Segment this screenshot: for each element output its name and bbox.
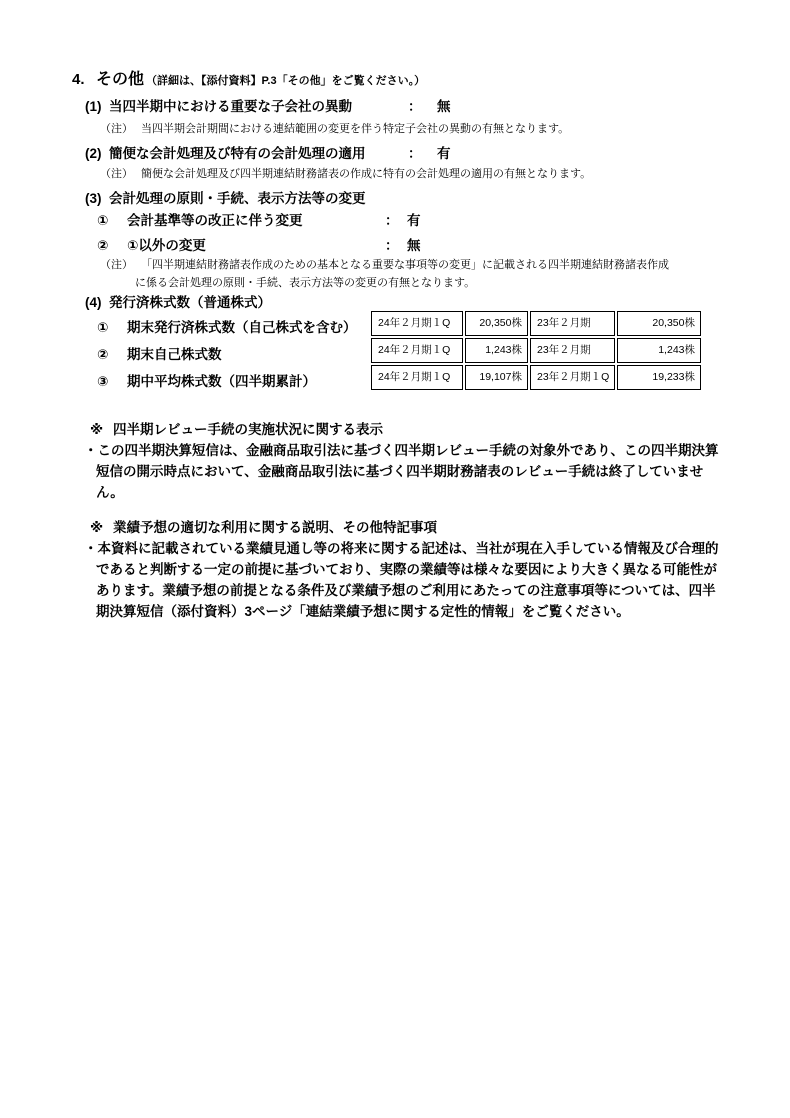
- standards-revision-change-value: 有: [407, 213, 421, 228]
- period-cell: 24年２月期１Q: [371, 365, 463, 390]
- subitem-label: 会計基準等の改正に伴う変更: [127, 213, 303, 228]
- reference-mark: ※: [90, 422, 104, 437]
- subitem-colon: ：: [385, 238, 399, 253]
- period-cell: 23年２月期１Q: [530, 365, 615, 390]
- subitem-colon: ：: [385, 213, 399, 228]
- row-number: ②: [97, 347, 109, 362]
- subitem-number: ①: [97, 213, 109, 228]
- note-label: （注）: [100, 259, 133, 271]
- shares-row-label-2: [97, 343, 222, 363]
- row-label: 期末自己株式数: [127, 347, 222, 362]
- item-colon: ：: [408, 99, 422, 114]
- table-row: [371, 365, 701, 390]
- forecast-paragraph-line1: ・本資料に記載されている業績見通し等の将来に関する記述は、当社が現在入手している情報及び合理的: [84, 541, 719, 556]
- item-number: (1): [85, 99, 102, 114]
- shares-cell: 20,350株: [617, 311, 701, 336]
- row-number: ①: [97, 320, 109, 335]
- item-colon: ：: [408, 146, 422, 161]
- other-change-value: 無: [407, 238, 421, 253]
- subitem-label: ①以外の変更: [127, 238, 206, 253]
- heading-text: 四半期レビュー手続の実施状況に関する表示: [113, 422, 383, 437]
- period-cell: 23年２月期: [530, 311, 615, 336]
- item-label: 発行済株式数（普通株式）: [109, 295, 271, 310]
- section-number: 4.: [72, 71, 85, 88]
- shares-cell: 20,350株: [465, 311, 528, 336]
- period-cell: 24年２月期１Q: [371, 311, 463, 336]
- shares-outstanding-item: [85, 291, 271, 311]
- shares-row-label-1: [97, 316, 357, 336]
- note-label: （注）: [100, 123, 133, 135]
- forecast-paragraph-line2: であると判断する一定の前提に基づいており、実際の業績等は様々な要因により大きく異なる可能性が: [96, 562, 717, 577]
- subsidiary-change-note: [100, 120, 569, 136]
- note-text: 「四半期連結財務諸表作成のための基本となる重要な事項等の変更」に記載される四半期連結財務諸表作成: [141, 259, 669, 271]
- item-label: 会計処理の原則・手続、表示方法等の変更: [109, 191, 366, 206]
- row-number: ③: [97, 374, 109, 389]
- review-procedures-heading: [90, 418, 383, 438]
- item-number: (3): [85, 191, 102, 206]
- other-change-row: [97, 234, 421, 254]
- simplified-accounting-item: [85, 142, 451, 162]
- accounting-changes-note-line2: に係る会計処理の原則・手続、表示方法等の変更の有無となります。: [135, 277, 476, 289]
- simplified-accounting-value: 有: [437, 146, 451, 161]
- reference-mark: ※: [90, 520, 104, 535]
- standards-revision-change-row: [97, 209, 421, 229]
- table-row: [371, 311, 701, 336]
- review-paragraph-line3: ん。: [96, 485, 124, 500]
- shares-table: [371, 311, 701, 390]
- shares-cell: 19,107株: [465, 365, 528, 390]
- row-label: 期中平均株式数（四半期累計）: [127, 374, 316, 389]
- accounting-changes-note-line1: [100, 256, 669, 272]
- shares-cell: 1,243株: [617, 338, 701, 363]
- period-cell: 23年２月期: [530, 338, 615, 363]
- forecast-disclaimer-heading: [90, 516, 437, 536]
- section-title: その他: [96, 71, 145, 88]
- item-label: 当四半期中における重要な子会社の異動: [109, 99, 352, 114]
- subsidiary-change-item: [85, 95, 451, 115]
- item-number: (2): [85, 146, 102, 161]
- item-label: 簡便な会計処理及び特有の会計処理の適用: [109, 146, 366, 161]
- shares-cell: 19,233株: [617, 365, 701, 390]
- section-heading: [72, 66, 425, 89]
- section-detail-note: （詳細は、【添付資料】P.3「その他」をご覧ください。）: [146, 75, 426, 87]
- review-paragraph-line1: ・この四半期決算短信は、金融商品取引法に基づく四半期レビュー手続の対象外であり、この四半期決算: [84, 443, 719, 458]
- note-text: 当四半期会計期間における連結範囲の変更を伴う特定子会社の異動の有無となります。: [141, 123, 570, 135]
- forecast-paragraph-line4: 期決算短信（添付資料）3ページ「連結業績予想に関する定性的情報」をご覧ください。: [96, 604, 630, 619]
- heading-text: 業績予想の適切な利用に関する説明、その他特記事項: [113, 520, 437, 535]
- simplified-accounting-note: [100, 165, 591, 181]
- note-text: 簡便な会計処理及び四半期連結財務諸表の作成に特有の会計処理の適用の有無となります。: [141, 168, 592, 180]
- forecast-paragraph-line3: あります。業績予想の前提となる条件及び業績予想のご利用にあたっての注意事項等については、四半: [96, 583, 716, 598]
- item-number: (4): [85, 295, 102, 310]
- review-paragraph-line2: 短信の開示時点において、金融商品取引法に基づく四半期財務諸表のレビュー手続は終了していませ: [96, 464, 704, 479]
- note-label: （注）: [100, 168, 133, 180]
- period-cell: 24年２月期１Q: [371, 338, 463, 363]
- subitem-number: ②: [97, 238, 109, 253]
- table-row: [371, 338, 701, 363]
- shares-cell: 1,243株: [465, 338, 528, 363]
- row-label: 期末発行済株式数（自己株式を含む）: [127, 320, 357, 335]
- shares-row-label-3: [97, 370, 316, 390]
- accounting-changes-item: [85, 187, 366, 207]
- subsidiary-change-value: 無: [437, 99, 451, 114]
